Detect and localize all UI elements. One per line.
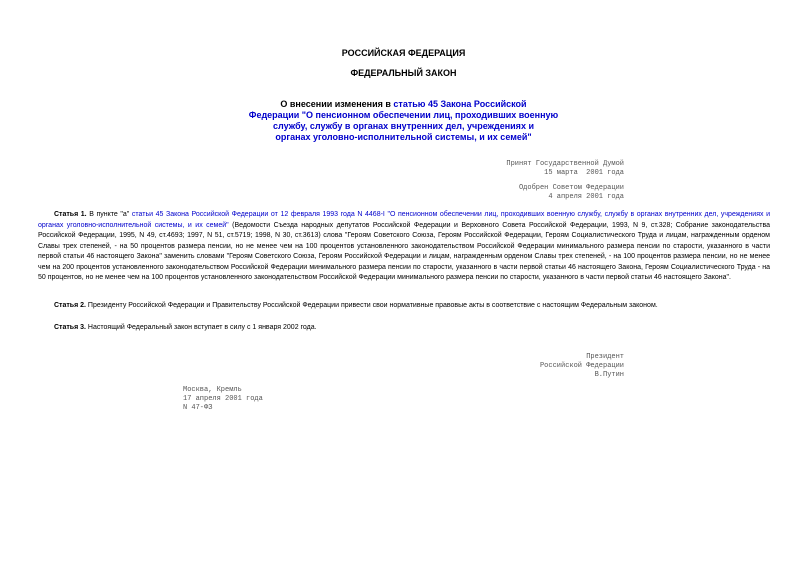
article-1 <box>38 210 770 284</box>
signature-block <box>540 353 624 380</box>
article-1-link[interactable]: статьи 45 Закона Российской Федерации от 12 февраля 1993 года N 4468-I "О пенсионном обеспечении лиц, проходивших военную службу, службу в органах внутренних дел, учреждениях и органах уголовно-исполнительной системы, и их семей" <box>38 211 770 229</box>
title-article-link[interactable]: статью 45 Закона Российской <box>393 99 527 109</box>
adopted-by-duma <box>506 160 624 178</box>
article-3-text: Настоящий Федеральный закон вступает в силу с 1 января 2002 года. <box>85 324 317 331</box>
approved-line-2: 4 апреля 2001 года <box>548 193 624 201</box>
title-line-1 <box>0 99 807 110</box>
article-2 <box>38 301 770 312</box>
country-heading: РОССИЙСКАЯ ФЕДЕРАЦИЯ <box>341 48 466 58</box>
title-line-2[interactable]: Федерации "О пенсионном обеспечении лиц, проходивших военную <box>248 110 559 120</box>
article-2-label: Статья 2. <box>54 302 86 309</box>
law-type-heading: ФЕДЕРАЛЬНЫЙ ЗАКОН <box>350 68 457 78</box>
signature-line-1: Президент <box>586 353 624 361</box>
document-title <box>0 99 807 143</box>
adopted-line-2: 15 марта 2001 года <box>544 169 624 177</box>
place-date-block <box>183 386 263 413</box>
article-2-text: Президенту Российской Федерации и Правительству Российской Федерации привести свои нормативные правовые акты в соответствие с настоящим Федеральным законом. <box>85 302 658 309</box>
title-line-4[interactable]: органах уголовно-исполнительной системы, и их семей" <box>275 132 532 142</box>
article-3 <box>38 323 770 334</box>
place-line-1: Москва, Кремль <box>183 386 242 394</box>
place-line-3: N 47-ФЗ <box>183 404 213 412</box>
signature-line-2: Российской Федерации <box>539 362 624 370</box>
approved-by-council <box>519 184 624 202</box>
adopted-line-1: Принят Государственной Думой <box>506 160 624 168</box>
approved-line-1: Одобрен Советом Федерации <box>518 184 624 192</box>
article-3-label: Статья 3. <box>54 324 86 331</box>
article-1-text-a: В пункте "а" <box>86 211 132 218</box>
title-line-3[interactable]: службу, службу в органах внутренних дел, учреждениях и <box>273 121 534 131</box>
title-prefix: О внесении изменения в <box>280 99 394 109</box>
signature-line-3: В.Путин <box>594 371 624 379</box>
article-1-label: Статья 1. <box>54 211 87 218</box>
article-1-text-b: (Ведомости Съезда народных депутатов Российской Федерации и Верховного Совета Российской Федерации, 1993, N 9, ст.328; Собрание законодательства Российской Федерации, 1995, N 49, ст.4693; 1997, N 51, ст.5719; 1998, N 30, ст.3613) слова "Героям Советского Союза, Героям Российской Федерации, Героям Социалистического Труда и лицам, награжденным орденом Славы трех степеней, - на 50 процентов размера пенсии, но не менее чем на 100 процентов установленного законодательством Российской Федерации минимального размера пенсии по старости, указанного в части первой статьи 46 настоящего Закона" заменить словами "Героям Советского Союза, Героям Российской Федерации и лицам, награжденным орденом Славы трех степеней, - на 100 процентов размера пенсии, но не менее чем на 200 процентов установленного законодательством Российской Федерации минимального размера пенсии по старости, указанного в части первой статьи 46 настоящего Закона, Героям Социалистического Труда - на 50 процентов, но не менее чем на 100 процентов установленного законодательством Российской Федерации минимального размера пенсии по старости, указанного в части первой статьи 46 настоящего Закона". <box>38 221 770 281</box>
place-line-2: 17 апреля 2001 года <box>183 395 263 403</box>
